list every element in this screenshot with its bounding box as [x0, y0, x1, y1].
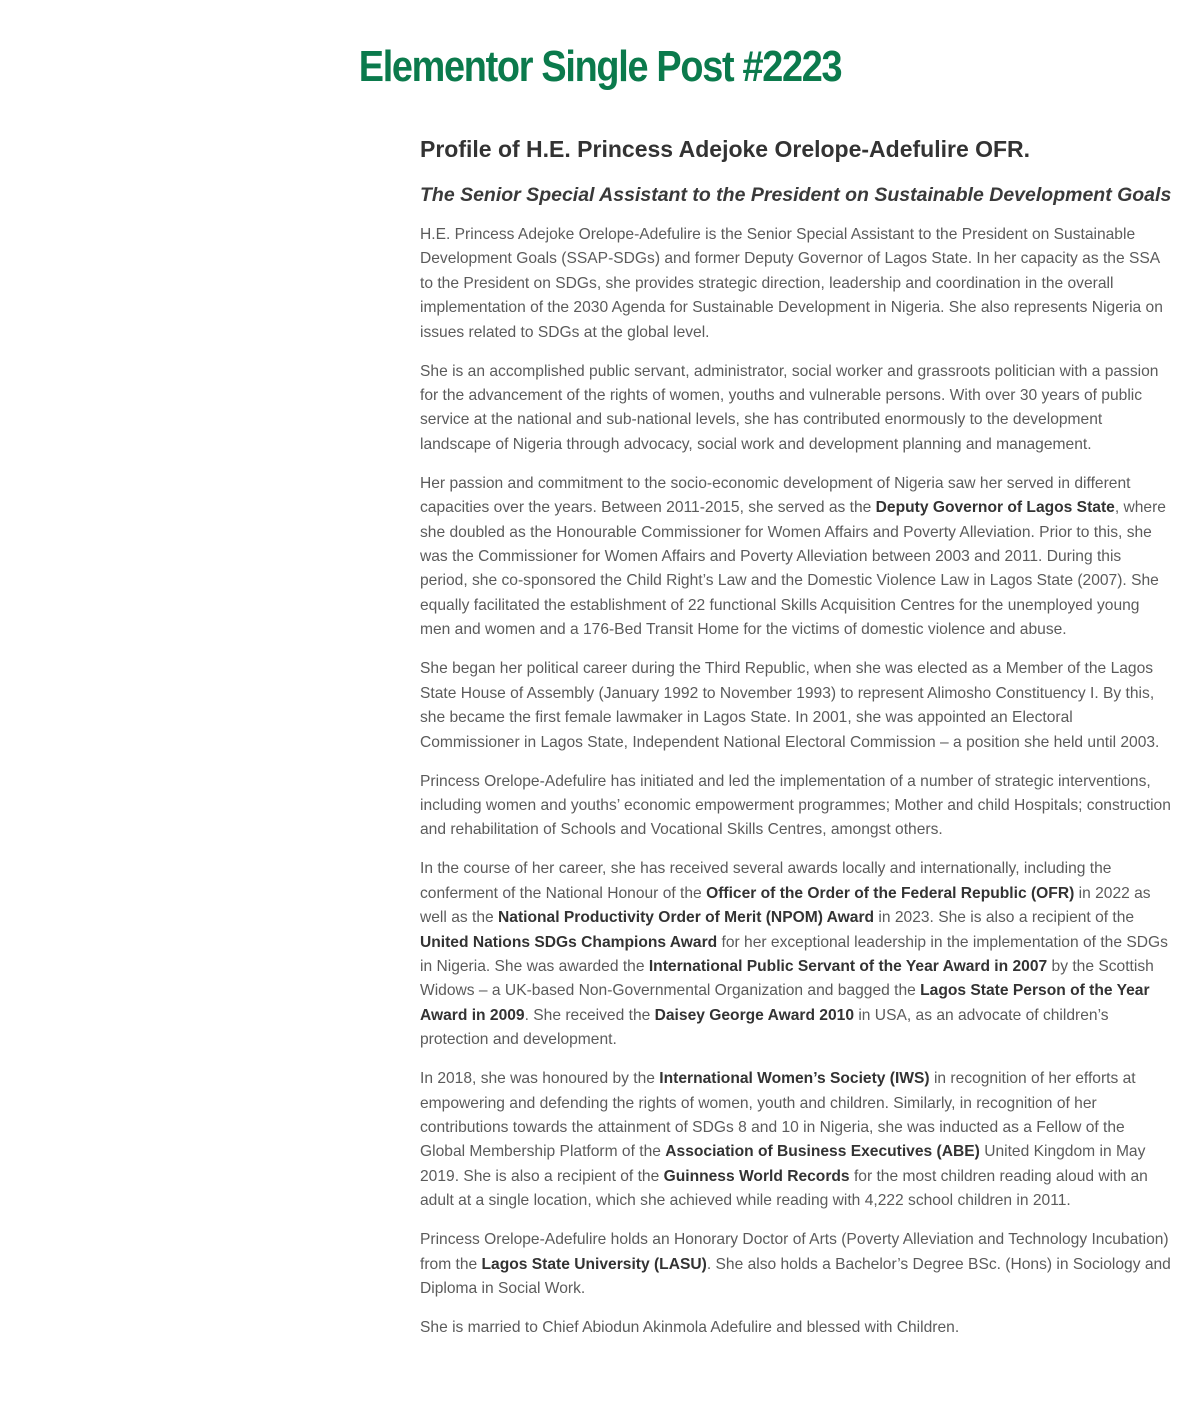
bold-highlight: International Women’s Society (IWS): [659, 1070, 930, 1088]
text-run: for the most children reading aloud with an adult at a single location, which she achieved while reading with 4,222 school children in 2011.: [420, 1167, 1148, 1210]
paragraph-honours: [420, 1067, 1172, 1213]
bold-highlight: United Nations SDGs Champions Award: [420, 933, 718, 951]
post-subtitle: The Senior Special Assistant to the President on Sustainable Development Goals: [420, 184, 1172, 206]
text-run: She is an accomplished public servant, administrator, social worker and grassroots politician with a passion for the advancement of the rights of women, youths and vulnerable persons. With over 30 years of public service at the national and sub-national levels, she has contributed enormously to the development landscape of Nigeria through advocacy, social work and development planning and management.: [420, 362, 1159, 453]
text-run: Her passion and commitment to the socio-economic development of Nigeria saw her served in different capacities over the years. Between 2011-2015, she served as the: [420, 474, 1131, 517]
post-content: [420, 133, 1172, 1355]
bold-highlight: National Productivity Order of Merit (NPOM) Award: [498, 909, 875, 927]
post-heading: Profile of H.E. Princess Adejoke Orelope-Adefulire OFR.: [420, 136, 1031, 162]
text-run: In 2018, she was honoured by the: [420, 1070, 660, 1088]
bold-highlight: Officer of the Order of the Federal Republic (OFR): [706, 884, 1075, 902]
paragraph-background: [420, 360, 1172, 458]
text-run: H.E. Princess Adejoke Orelope-Adefulire is the Senior Special Assistant to the President on Sustainable Development Goals (SSAP-SDGs) and former Deputy Governor of Lagos State. In her capacity as the SSA to the President on SDGs, she provides strategic direction, leadership and coordination in the overall implementation of the 2030 Agenda for Sustainable Development in Nigeria. She also represents Nigeria on issues related to SDGs at the global level.: [420, 226, 1163, 341]
text-run: in USA, as an advocate of children’s protection and development.: [420, 1006, 1109, 1049]
text-run: by the Scottish Widows – a UK-based Non-Governmental Organization and bagged the: [420, 957, 1154, 1000]
text-run: Princess Orelope-Adefulire holds an Honorary Doctor of Arts (Poverty Alleviation and Technology Incubation) from the: [420, 1231, 1169, 1273]
paragraph-awards: [420, 857, 1172, 1052]
bold-highlight: Deputy Governor of Lagos State: [875, 499, 1115, 517]
text-run: In the course of her career, she has received several awards locally and internationally, including the conferment of the National Honour of the: [420, 860, 1112, 902]
text-run: , where she doubled as the Honourable Commissioner for Women Affairs and Poverty Alleviation. Prior to this, she was the Commissioner for Women Affairs and Poverty Alleviation between 2003 and 2011. During this period, she co-sponsored the Child Right’s Law and the Domestic Violence Law in Lagos State (2007). She equally facilitated the establishment of 22 functional Skills Acquisition Centres for the unemployed young men and women and a 176-Bed Transit Home for the victims of domestic violence and abuse.: [420, 499, 1166, 639]
text-run: for her exceptional leadership in the implementation of the SDGs in Nigeria. She was awarded the: [420, 933, 1168, 975]
text-run: . She received the: [524, 1006, 655, 1024]
paragraph-interventions: [420, 770, 1172, 843]
paragraph-introduction: [420, 223, 1172, 345]
paragraph-political-career: [420, 657, 1172, 755]
page-title: Elementor Single Post #2223: [358, 42, 842, 91]
text-run: in 2022 as well as the: [420, 884, 1151, 927]
bold-highlight: Daisey George Award 2010: [654, 1006, 854, 1024]
text-run: She began her political career during the Third Republic, when she was elected as a Member of the Lagos State House of Assembly (January 1992 to November 1993) to represent Alimosho Constituency I. By this, she became the first female lawmaker in Lagos State. In 2001, she was appointed an Electoral Commissioner in Lagos State, Independent National Electoral Commission – a position she held until 2003.: [420, 660, 1160, 751]
bold-highlight: Association of Business Executives (ABE): [665, 1143, 980, 1161]
text-run: in recognition of her efforts at empowering and defending the rights of women, youth and children. Similarly, in recognition of her contributions towards the attainment of SDGs 8 and 10 in Nigeria, she was inducted as a Fellow of the Global Membership Platform of the: [420, 1070, 1136, 1161]
paragraph-career-capacities: [420, 472, 1172, 643]
text-run: Princess Orelope-Adefulire has initiated and led the implementation of a number of strategic interventions, including women and youths’ economic empowerment programmes; Mother and child Hospitals; construction and rehabilitation of Schools and Vocational Skills Centres, amongst others.: [420, 772, 1171, 839]
paragraph-education: [420, 1228, 1172, 1301]
text-run: She is married to Chief Abiodun Akinmola Adefulire and blessed with Children.: [420, 1319, 960, 1336]
text-run: in 2023. She is also a recipient of the: [874, 909, 1135, 927]
paragraph-family: [420, 1316, 1172, 1340]
bold-highlight: Lagos State University (LASU): [481, 1255, 707, 1273]
bold-highlight: Guinness World Records: [663, 1167, 850, 1185]
text-run: . She also holds a Bachelor’s Degree BSc. (Hons) in Sociology and Diploma in Social Work.: [420, 1255, 1171, 1297]
bold-highlight: International Public Servant of the Year Award in 2007: [648, 957, 1048, 975]
text-run: United Kingdom in May 2019. She is also a recipient of the: [420, 1143, 1146, 1185]
bold-highlight: Lagos State Person of the Year Award in 2009: [420, 982, 1150, 1024]
